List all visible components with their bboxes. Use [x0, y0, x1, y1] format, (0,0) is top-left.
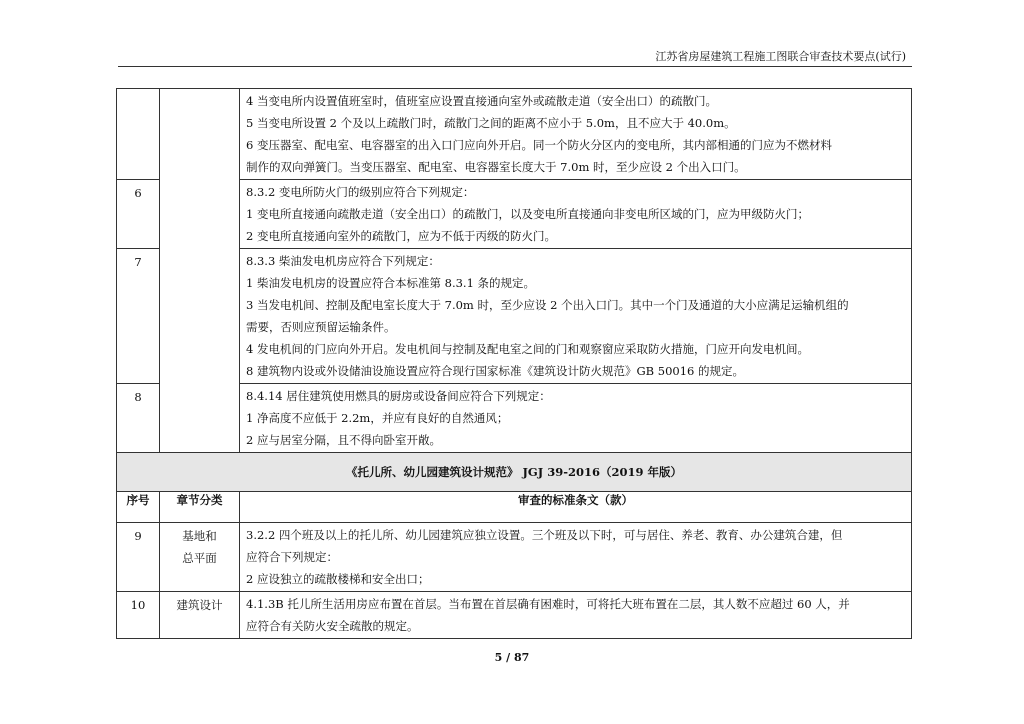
standard-title-row: [117, 453, 912, 492]
row-content: 4 当变电所内设置值班室时，值班室应设置直接通向室外或疏散走道（安全出口）的疏散门。 5 当变电所设置 2 个及以上疏散门时，疏散门之间的距离不应小于 5.0m，且不应大于 40.0m。 6 变压器室、配电室、电容器室的出入口门应向外开启。同一个防火分区内的变电所，其内部相通的门应为不燃材料 制作的双向弹簧门。当变压器室、配电室、电容器室长度大于 7.0m 时，至少应设 2 个出入口门。: [240, 89, 912, 180]
row-category: 建筑设计: [160, 592, 240, 639]
table-row: [117, 592, 912, 639]
page-number: 5 / 87: [494, 651, 530, 664]
row-content: 8.4.14 居住建筑使用燃具的厨房或设备间应符合下列规定： 1 净高度不应低于 2.2m，并应有良好的自然通风； 2 应与居室分隔，且不得向卧室开敞。: [240, 384, 912, 453]
column-header-row: [117, 492, 912, 523]
row-number: 6: [117, 180, 160, 249]
table-row: [117, 523, 912, 592]
column-header-content: 审查的标准条文（款）: [240, 492, 912, 523]
row-content: 8.3.3 柴油发电机房应符合下列规定： 1 柴油发电机房的设置应符合本标准第 8.3.1 条的规定。 3 当发电机间、控制及配电室长度大于 7.0m 时，至少应设 2 个出入口门。其中一个门及通道的大小应满足运输机组的 需要，否则应预留运输条件。 4 发电机间的门应向外开启。发电机间与控制及配电室之间的门和观察窗应采取防火措施，门应开向发电机间。 8 建筑物内设或外设储油设施设置应符合现行国家标准《建筑设计防火规范》GB 50016 的规定。: [240, 249, 912, 384]
row-number: 9: [117, 523, 160, 592]
row-category: 基地和 总平面: [160, 523, 240, 592]
row-number: [117, 89, 160, 180]
row-content: 3.2.2 四个班及以上的托儿所、幼儿园建筑应独立设置。三个班及以下时，可与居住、养老、教育、办公建筑合建，但 应符合下列规定： 2 应设独立的疏散楼梯和安全出口；: [240, 523, 912, 592]
review-table: [116, 88, 912, 639]
table-row: [117, 89, 912, 180]
row-content: 8.3.2 变电所防火门的级别应符合下列规定： 1 变电所直接通向疏散走道（安全出口）的疏散门，以及变电所直接通向非变电所区域的门，应为甲级防火门； 2 变电所直接通向室外的疏散门，应为不低于丙级的防火门。: [240, 180, 912, 249]
header-rule: [118, 66, 912, 67]
row-number: 7: [117, 249, 160, 384]
standard-title: 《托儿所、幼儿园建筑设计规范》 JGJ 39-2016（2019 年版）: [117, 453, 912, 492]
row-number: 10: [117, 592, 160, 639]
row-number: 8: [117, 384, 160, 453]
row-category: [160, 89, 240, 453]
running-header: 江苏省房屋建筑工程施工图联合审查技术要点(试行): [655, 50, 906, 63]
column-header-num: 序号: [117, 492, 160, 523]
row-content: 4.1.3B 托儿所生活用房应布置在首层。当布置在首层确有困难时，可将托大班布置在二层，其人数不应超过 60 人，并 应符合有关防火安全疏散的规定。: [240, 592, 912, 639]
column-header-category: 章节分类: [160, 492, 240, 523]
